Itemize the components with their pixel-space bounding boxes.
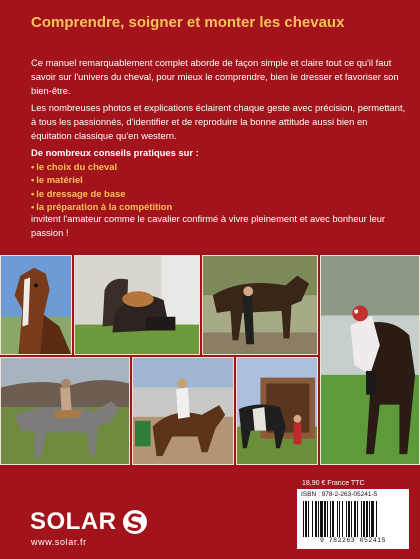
photo-barrel-racing: [132, 357, 234, 465]
photo-rider-competition: [320, 255, 420, 465]
bullet-icon: •: [31, 174, 35, 185]
advice-item: • le dressage de base: [31, 187, 126, 199]
photo-western-rider: [0, 357, 130, 465]
bullet-icon: •: [31, 160, 35, 172]
advice-title: De nombreux conseils pratiques sur :: [31, 147, 199, 158]
photo-horse-head: [0, 255, 72, 355]
price-label: 18,90 € France TTC: [302, 480, 365, 487]
bullet-icon: •: [31, 201, 35, 212]
publisher-website[interactable]: www.solar.fr: [31, 537, 87, 547]
publisher-name: SOLAR: [30, 508, 117, 535]
barcode-number: 9 782263 052415: [319, 537, 386, 544]
cover-headline: Comprendre, soigner et monter les chevaux: [31, 14, 345, 31]
solar-s-logo-icon: [122, 509, 148, 535]
bullet-icon: •: [31, 187, 35, 199]
advice-list: [31, 146, 406, 214]
photos-paragraph: Les nombreuses photos et explications éclairent chaque geste avec précision, permettant, à tous les passionnés, d'identifier et de reproduire la bonne attitude aussi bien en équitation classique qu'en western.: [31, 102, 406, 141]
intro-paragraph: Ce manuel remarquablement complet aborde de façon simple et claire tout ce qu'il faut savoir sur l'univers du cheval, pour mieux le comprendre, bien le dresser et favoriser son bien-être.: [31, 57, 399, 96]
advice-item: • le choix du cheval: [31, 160, 118, 172]
advice-item: • le matériel: [31, 174, 83, 185]
closing-paragraph: invitent l'amateur comme le cavalier confirmé à vivre pleinement et avec bonheur leur passion !: [31, 213, 386, 238]
photo-saddle-equipment: [74, 255, 200, 355]
advice-item: • la préparation à la compétition: [31, 201, 173, 212]
photo-horse-trailer: [236, 357, 318, 465]
isbn-label: ISBN : 978-2-263-05241-5: [301, 491, 378, 498]
barcode-icon: [303, 501, 403, 537]
barcode-panel: [297, 489, 409, 549]
photo-horse-leading: [202, 255, 318, 355]
publisher-logo[interactable]: [30, 507, 148, 537]
